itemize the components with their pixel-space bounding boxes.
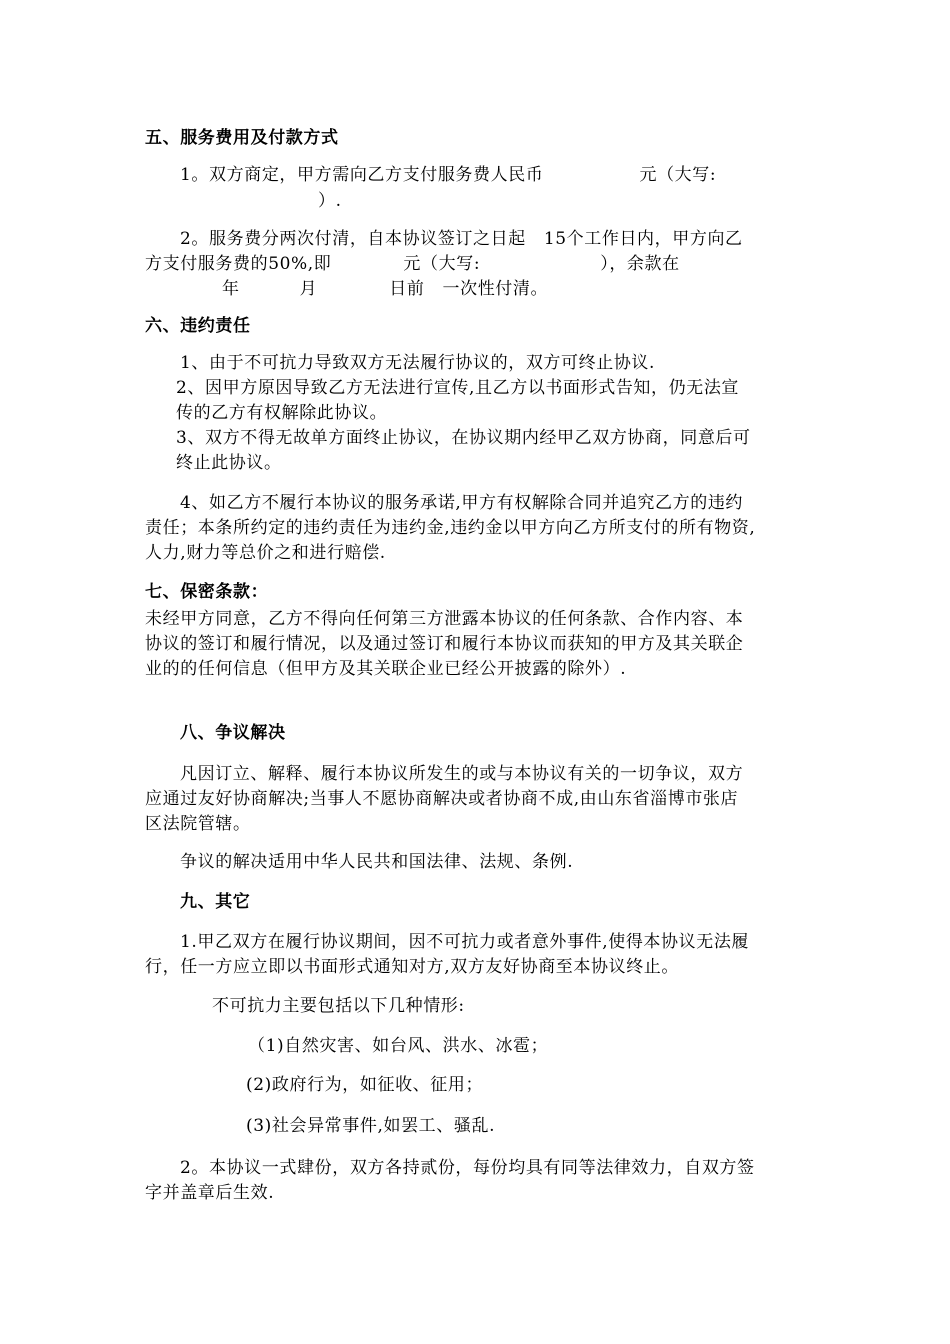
s8-p1-line2: 应通过友好协商解决;当事人不愿协商解决或者协商不成,由山东省淄博市张店 <box>145 789 739 809</box>
s5-p2-line1: 2。服务费分两次付清，自本协议签订之日起 15个工作日内，甲方向乙 <box>180 229 743 249</box>
s6-item2-line1: 2、因甲方原因导致乙方无法进行宣传,且乙方以书面形式告知，仍无法宣 <box>176 378 740 398</box>
s9-case3: (3)社会异常事件,如罢工、骚乱. <box>246 1116 496 1136</box>
section-7-heading: 七、保密条款： <box>145 582 269 602</box>
s9-p3-line1: 2。本协议一式肆份，双方各持贰份，每份均具有同等法律效力，自双方签 <box>180 1158 755 1178</box>
s6-item4-line2: 责任；本条所约定的违约责任为违约金,违约金以甲方向乙方所支付的所有物资, <box>145 518 756 538</box>
s6-item3-line2: 终止此协议。 <box>176 453 282 473</box>
s9-p1-line2: 行，任一方应立即以书面形式通知对方,双方友好协商至本协议终止。 <box>145 957 680 977</box>
s6-item4-line1: 4、如乙方不履行本协议的服务承诺,甲方有权解除合同并追究乙方的违约 <box>180 493 744 513</box>
section-9-heading: 九、其它 <box>180 892 251 912</box>
s9-p1-line1: 1.甲乙双方在履行协议期间，因不可抗力或者意外事件,使得本协议无法履 <box>180 932 750 952</box>
section-6-heading: 六、违约责任 <box>145 316 251 336</box>
s6-item4-line3: 人力,财力等总价之和进行赔偿. <box>145 543 386 563</box>
s9-case2: (2)政府行为，如征收、征用； <box>246 1075 484 1095</box>
s5-p2-line3: 年 月 日前 一次性付清。 <box>222 279 549 299</box>
s7-line2: 协议的签订和履行情况，以及通过签订和履行本协议而获知的甲方及其关联企 <box>145 634 744 654</box>
s9-case1: （1)自然灾害、如台风、洪水、冰雹； <box>248 1036 549 1056</box>
s6-item2-line2: 传的乙方有权解除此协议。 <box>176 403 388 423</box>
s5-p1-line2: ）. <box>318 191 342 211</box>
section-5-heading: 五、服务费用及付款方式 <box>145 128 339 148</box>
s5-p1-line1: 1。双方商定，甲方需向乙方支付服务费人民币 元（大写: <box>180 165 717 185</box>
s8-p2: 争议的解决适用中华人民共和国法律、法规、条例. <box>180 852 574 872</box>
s9-p3-line2: 字并盖章后生效. <box>145 1183 275 1203</box>
s7-line1: 未经甲方同意，乙方不得向任何第三方泄露本协议的任何条款、合作内容、本 <box>145 609 744 629</box>
s6-item1: 1、由于不可抗力导致双方无法履行协议的，双方可终止协议. <box>180 353 656 373</box>
s7-line3: 业的的任何信息（但甲方及其关联企业已经公开披露的除外）. <box>145 659 627 679</box>
s8-p1-line1: 凡因订立、解释、履行本协议所发生的或与本协议有关的一切争议，双方 <box>180 764 744 784</box>
section-8-heading: 八、争议解决 <box>180 723 286 743</box>
s6-item3-line1: 3、双方不得无故单方面终止协议，在协议期内经甲乙双方协商，同意后可 <box>176 428 751 448</box>
s9-p2: 不可抗力主要包括以下几种情形: <box>212 996 465 1016</box>
s8-p1-line3: 区法院管辖。 <box>145 814 251 834</box>
s5-p2-line2: 方支付服务费的50%,即 元（大写: ），余款在 <box>145 254 680 274</box>
